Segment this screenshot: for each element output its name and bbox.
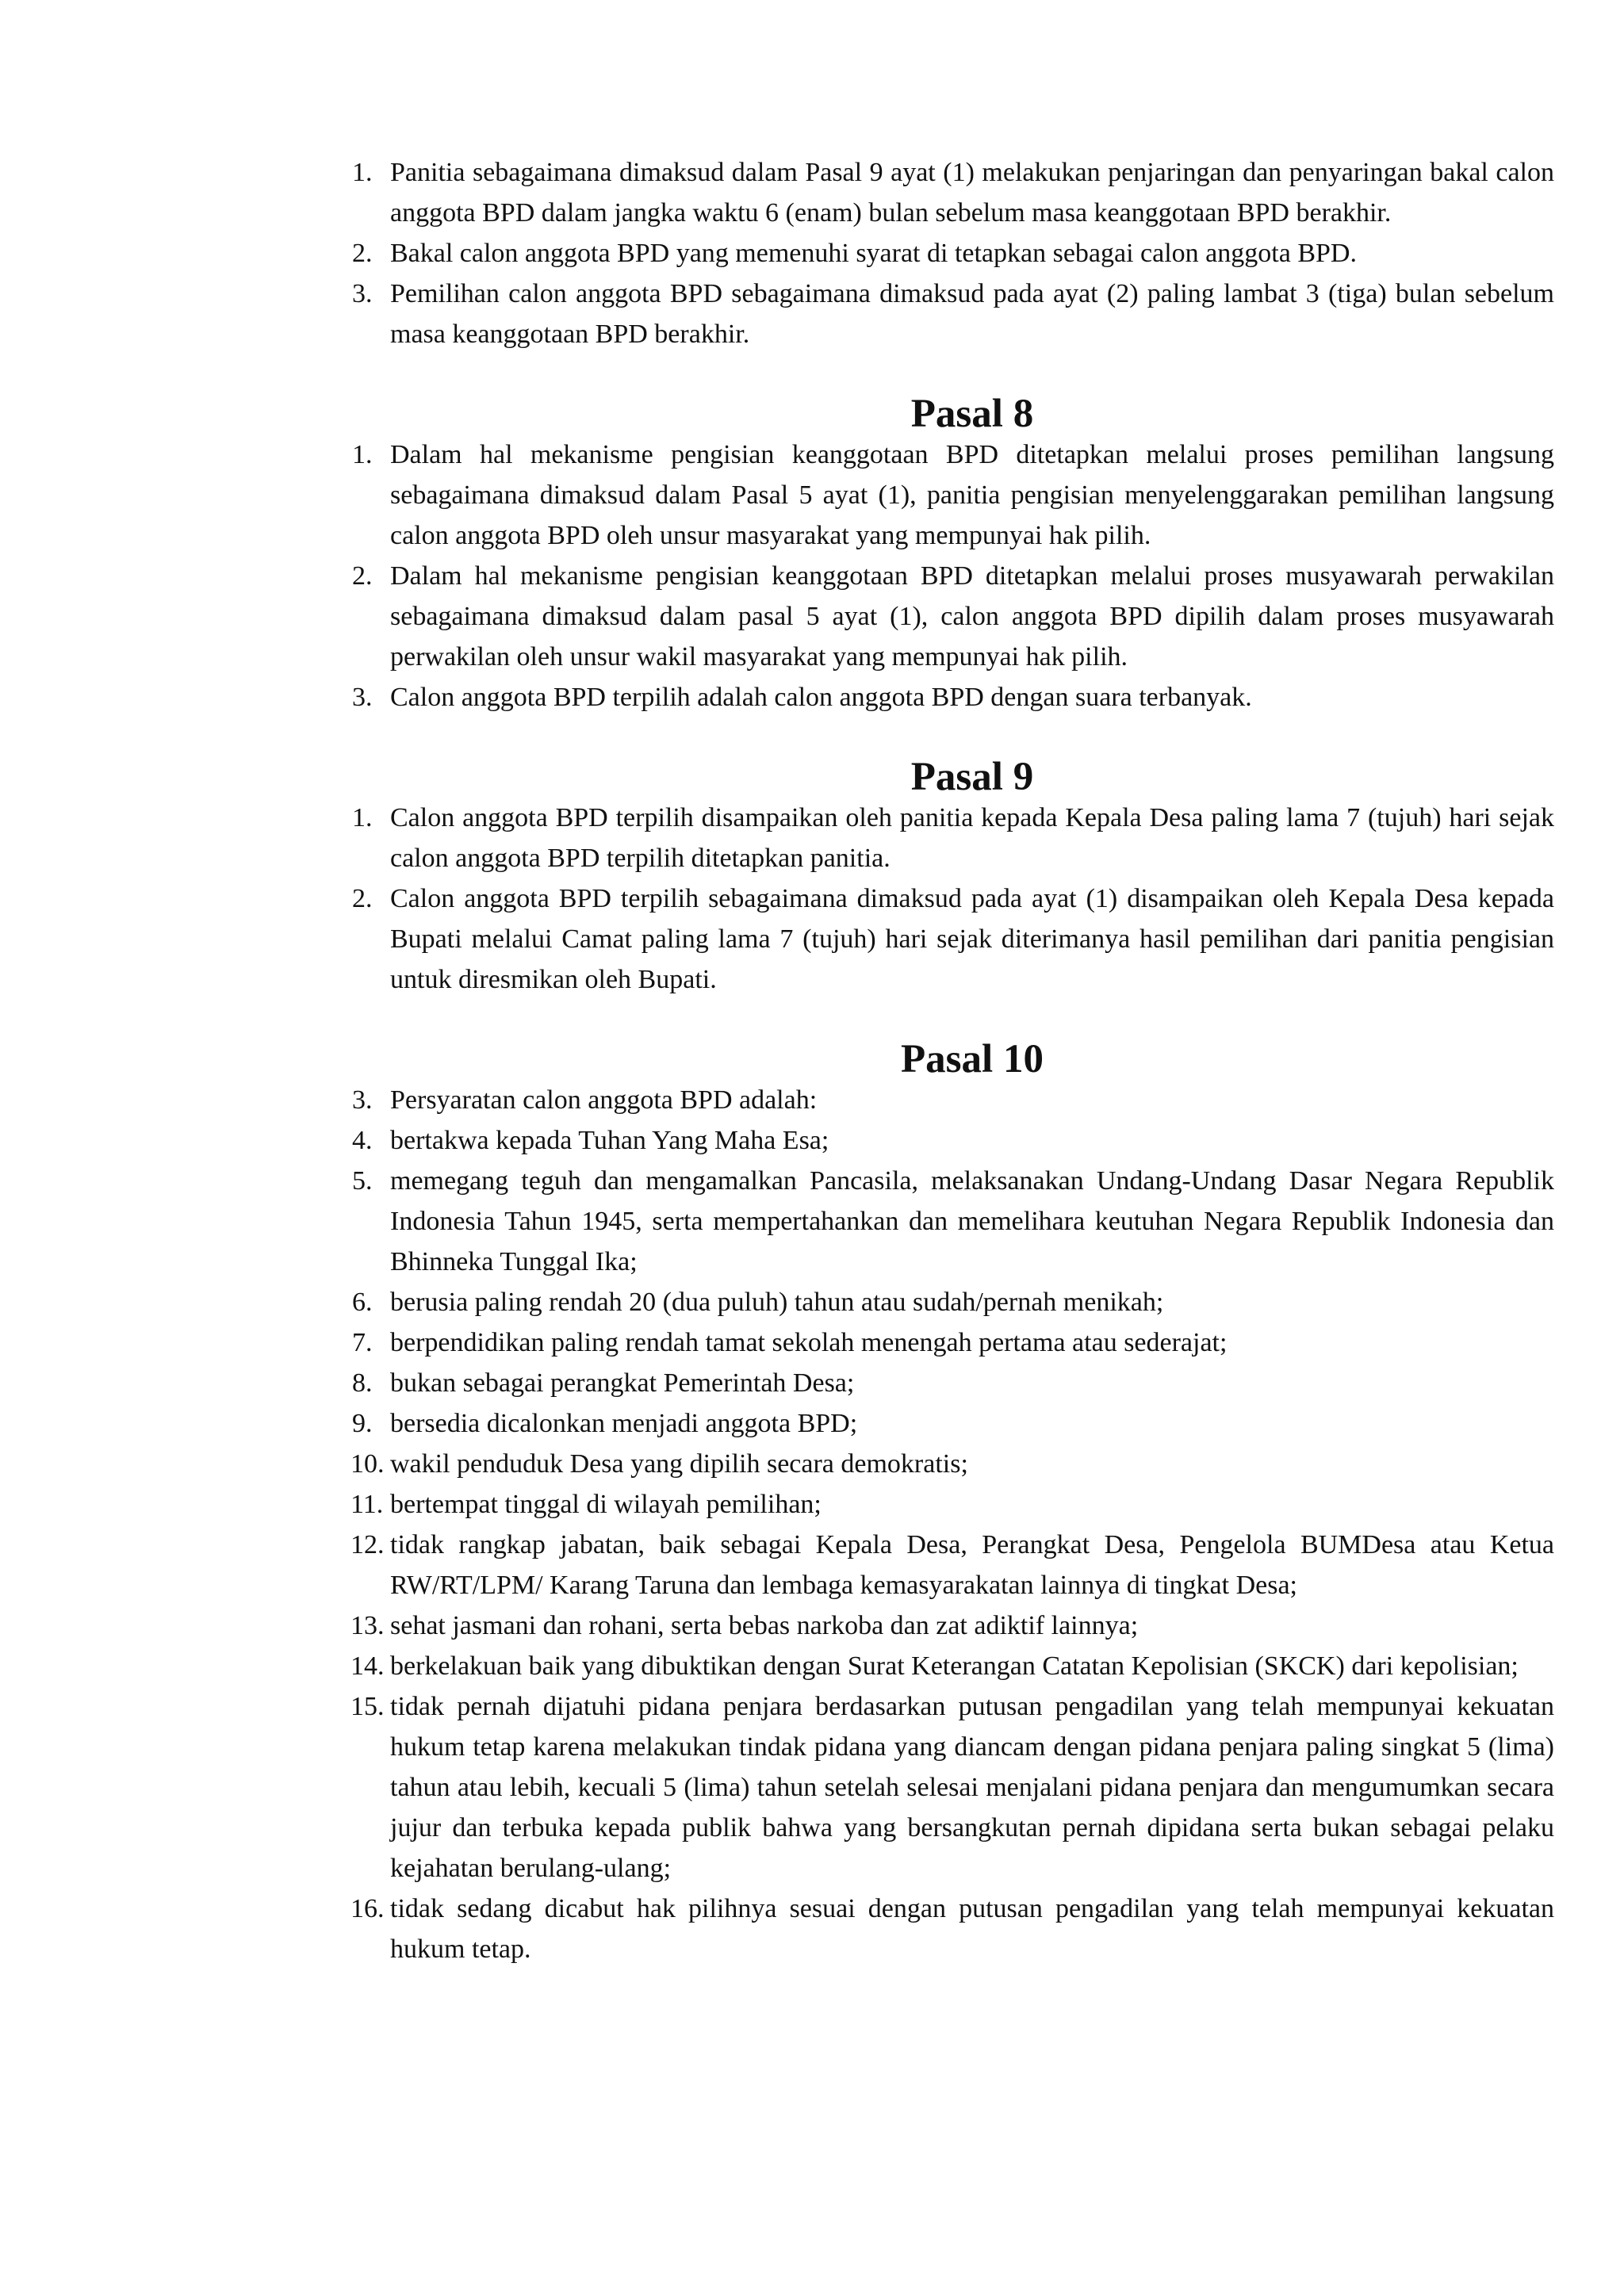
item-text: Bakal calon anggota BPD yang memenuhi syarat di tetapkan sebagai calon anggota BPD. — [390, 239, 1357, 268]
item-number: 11. — [350, 1490, 384, 1519]
item-number: 3. — [352, 1085, 373, 1115]
item-text: Calon anggota BPD terpilih sebagaimana dimaksud pada ayat (1) disampaikan oleh Kepala Desa kepada Bupati melalui Camat paling lama 7 (tujuh) hari sejak diterimanya hasil pemilihan dari panitia pengisian untuk diresmikan oleh Bupati. — [390, 884, 1554, 994]
item-number: 3. — [352, 279, 373, 308]
item-number: 15. — [350, 1692, 385, 1721]
item-text: tidak pernah dijatuhi pidana penjara berdasarkan putusan pengadilan yang telah mempunyai kekuatan hukum tetap karena melakukan tindak pidana yang diancam dengan pidana penjara paling singkat 5 (lima) tahun atau lebih, kecuali 5 (lima) tahun setelah selesai menjalani pidana penjara dan mengumumkan secara jujur dan terbuka kepada publik bahwa yang bersangkutan pernah dipidana serta bukan sebagai pelaku kejahatan berulang-ulang; — [390, 1692, 1554, 1883]
list-item — [352, 1444, 1554, 1484]
list-item — [352, 233, 1554, 274]
item-text: Calon anggota BPD terpilih disampaikan oleh panitia kepada Kepala Desa paling lama 7 (tujuh) hari sejak calon anggota BPD terpilih ditetapkan panitia. — [390, 803, 1554, 873]
list-item — [352, 274, 1554, 354]
list-item — [352, 1525, 1554, 1605]
list-item — [352, 1686, 1554, 1888]
pasal-8-heading: Pasal 8 — [910, 392, 1034, 436]
list-item — [352, 677, 1554, 718]
item-text: sehat jasmani dan rohani, serta bebas narkoba dan zat adiktif lainnya; — [390, 1611, 1139, 1640]
item-number: 1. — [352, 440, 373, 469]
list-item — [352, 1646, 1554, 1686]
item-number: 1. — [352, 803, 373, 832]
list-item — [352, 1282, 1554, 1322]
item-text: bertempat tinggal di wilayah pemilihan; — [390, 1490, 822, 1519]
item-number: 4. — [352, 1126, 373, 1155]
pasal-10-list — [352, 1080, 1554, 1969]
list-item — [352, 798, 1554, 878]
intro-list — [352, 152, 1554, 354]
item-text: Dalam hal mekanisme pengisian keanggotaan BPD ditetapkan melalui proses pemilihan langsung sebagaimana dimaksud dalam Pasal 5 ayat (1), panitia pengisian menyelenggarakan pemilihan langsung calon anggota BPD oleh unsur masyarakat yang mempunyai hak pilih. — [390, 440, 1554, 550]
document-page — [352, 152, 1554, 1969]
item-number: 5. — [352, 1166, 373, 1196]
item-text: Dalam hal mekanisme pengisian keanggotaan BPD ditetapkan melalui proses musyawarah perwakilan sebagaimana dimaksud dalam pasal 5 ayat (1), calon anggota BPD dipilih dalam proses musyawarah perwakilan oleh unsur wakil masyarakat yang mempunyai hak pilih. — [390, 561, 1554, 672]
item-text: Pemilihan calon anggota BPD sebagaimana dimaksud pada ayat (2) paling lambat 3 (tiga) bulan sebelum masa keanggotaan BPD berakhir. — [390, 279, 1554, 349]
item-number: 6. — [352, 1288, 373, 1317]
pasal-9-heading: Pasal 9 — [910, 755, 1034, 799]
item-text: berkelakuan baik yang dibuktikan dengan Surat Keterangan Catatan Kepolisian (SKCK) dari kepolisian; — [390, 1651, 1519, 1681]
list-item — [352, 1484, 1554, 1525]
item-number: 7. — [352, 1328, 373, 1357]
item-number: 16. — [350, 1894, 385, 1923]
item-text: Calon anggota BPD terpilih adalah calon anggota BPD dengan suara terbanyak. — [390, 683, 1252, 712]
item-number: 2. — [352, 561, 373, 591]
item-number: 13. — [350, 1611, 385, 1640]
item-number: 14. — [350, 1651, 385, 1681]
item-text: tidak rangkap jabatan, baik sebagai Kepala Desa, Perangkat Desa, Pengelola BUMDesa atau Ketua RW/RT/LPM/ Karang Taruna dan lembaga kemasyarakatan lainnya di tingkat Desa; — [390, 1530, 1554, 1600]
item-text: tidak sedang dicabut hak pilihnya sesuai dengan putusan pengadilan yang telah mempunyai kekuatan hukum tetap. — [390, 1894, 1554, 1964]
item-number: 8. — [352, 1368, 373, 1398]
item-text: berpendidikan paling rendah tamat sekolah menengah pertama atau sederajat; — [390, 1328, 1228, 1357]
list-item — [352, 152, 1554, 233]
list-item — [352, 556, 1554, 677]
pasal-8-list — [352, 434, 1554, 718]
item-text: berusia paling rendah 20 (dua puluh) tahun atau sudah/pernah menikah; — [390, 1288, 1164, 1317]
item-text: bertakwa kepada Tuhan Yang Maha Esa; — [390, 1126, 829, 1155]
list-item — [352, 1080, 1554, 1120]
list-item — [352, 878, 1554, 1000]
item-text: Persyaratan calon anggota BPD adalah: — [390, 1085, 818, 1115]
item-number: 3. — [352, 683, 373, 712]
list-item — [352, 1363, 1554, 1403]
item-text: bukan sebagai perangkat Pemerintah Desa; — [390, 1368, 855, 1398]
list-item — [352, 1888, 1554, 1969]
list-item — [352, 1322, 1554, 1363]
item-number: 2. — [352, 884, 373, 913]
list-item — [352, 1605, 1554, 1646]
list-item — [352, 1403, 1554, 1444]
pasal-10-heading: Pasal 10 — [901, 1037, 1044, 1081]
item-number: 2. — [352, 239, 373, 268]
pasal-9-list — [352, 798, 1554, 1000]
item-number: 10. — [350, 1449, 385, 1479]
item-number: 12. — [350, 1530, 385, 1559]
list-item — [352, 1120, 1554, 1161]
list-item — [352, 1161, 1554, 1282]
list-item — [352, 434, 1554, 556]
item-number: 9. — [352, 1409, 373, 1438]
item-number: 1. — [352, 158, 373, 187]
item-text: wakil penduduk Desa yang dipilih secara demokratis; — [390, 1449, 968, 1479]
item-text: bersedia dicalonkan menjadi anggota BPD; — [390, 1409, 858, 1438]
item-text: Panitia sebagaimana dimaksud dalam Pasal 9 ayat (1) melakukan penjaringan dan penyaringan bakal calon anggota BPD dalam jangka waktu 6 (enam) bulan sebelum masa keanggotaan BPD berakhir. — [390, 158, 1554, 228]
item-text: memegang teguh dan mengamalkan Pancasila, melaksanakan Undang-Undang Dasar Negara Republik Indonesia Tahun 1945, serta mempertahankan dan memelihara keutuhan Negara Republik Indonesia dan Bhinneka Tunggal Ika; — [390, 1166, 1554, 1276]
